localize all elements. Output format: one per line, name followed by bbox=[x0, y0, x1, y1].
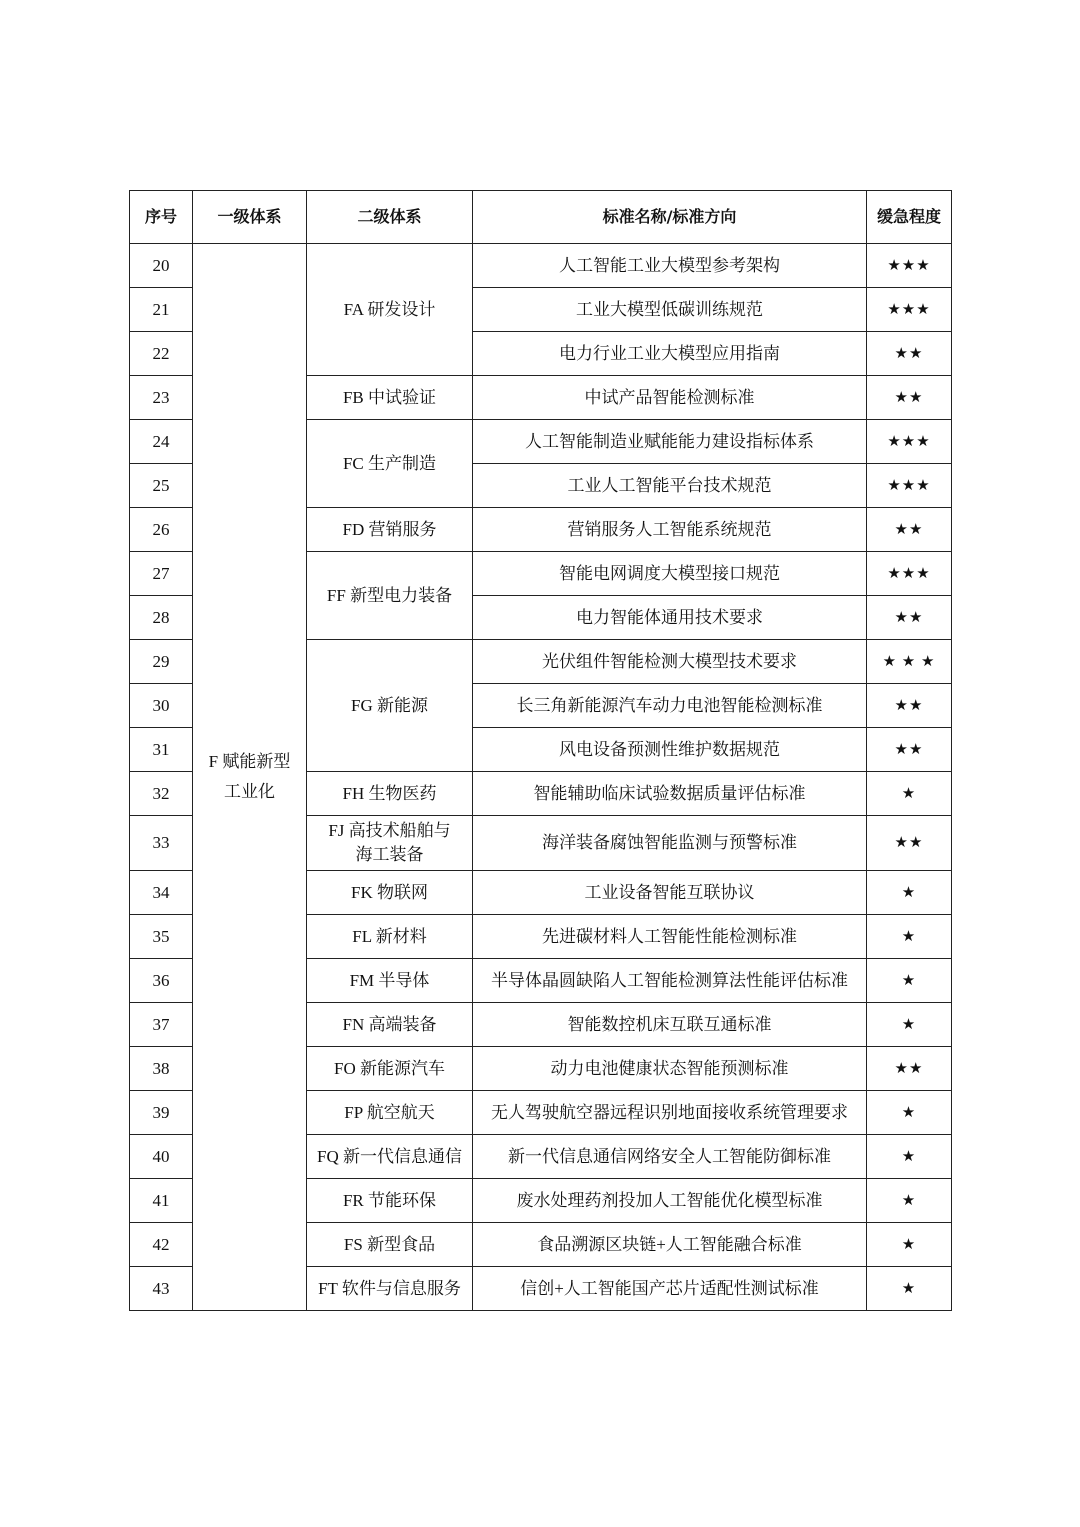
row-number: 34 bbox=[130, 871, 193, 915]
row-number: 36 bbox=[130, 959, 193, 1003]
row-number: 38 bbox=[130, 1047, 193, 1091]
level2-category: FM 半导体 bbox=[307, 959, 473, 1003]
row-number: 29 bbox=[130, 640, 193, 684]
row-number: 41 bbox=[130, 1179, 193, 1223]
level2-category: FJ 高技术船舶与海工装备 bbox=[307, 816, 473, 871]
row-number: 39 bbox=[130, 1091, 193, 1135]
urgency-stars: ★ bbox=[867, 915, 952, 959]
level2-category: FR 节能环保 bbox=[307, 1179, 473, 1223]
level2-category: FG 新能源 bbox=[307, 640, 473, 772]
row-number: 26 bbox=[130, 508, 193, 552]
urgency-stars: ★★ bbox=[867, 332, 952, 376]
table-header-row bbox=[130, 191, 952, 244]
level2-category: FL 新材料 bbox=[307, 915, 473, 959]
standard-name: 食品溯源区块链+人工智能融合标准 bbox=[473, 1223, 867, 1267]
urgency-stars: ★ bbox=[867, 1179, 952, 1223]
urgency-stars: ★★★ bbox=[867, 288, 952, 332]
row-number: 24 bbox=[130, 420, 193, 464]
urgency-stars: ★★ bbox=[867, 816, 952, 871]
row-number: 43 bbox=[130, 1267, 193, 1311]
level2-category: FQ 新一代信息通信 bbox=[307, 1135, 473, 1179]
standard-name: 智能辅助临床试验数据质量评估标准 bbox=[473, 772, 867, 816]
urgency-stars: ★★★ bbox=[867, 244, 952, 288]
level2-category: FN 高端装备 bbox=[307, 1003, 473, 1047]
standard-name: 电力行业工业大模型应用指南 bbox=[473, 332, 867, 376]
row-number: 27 bbox=[130, 552, 193, 596]
level2-category: FK 物联网 bbox=[307, 871, 473, 915]
standard-name: 人工智能制造业赋能能力建设指标体系 bbox=[473, 420, 867, 464]
standard-name: 工业人工智能平台技术规范 bbox=[473, 464, 867, 508]
level2-category: FC 生产制造 bbox=[307, 420, 473, 508]
standard-name: 长三角新能源汽车动力电池智能检测标准 bbox=[473, 684, 867, 728]
urgency-stars: ★ bbox=[867, 1003, 952, 1047]
row-number: 31 bbox=[130, 728, 193, 772]
level2-category: FA 研发设计 bbox=[307, 244, 473, 376]
row-number: 35 bbox=[130, 915, 193, 959]
urgency-stars: ★★ bbox=[867, 728, 952, 772]
row-number: 25 bbox=[130, 464, 193, 508]
row-number: 21 bbox=[130, 288, 193, 332]
urgency-stars: ★★★ bbox=[867, 464, 952, 508]
standard-name: 营销服务人工智能系统规范 bbox=[473, 508, 867, 552]
level2-category: FB 中试验证 bbox=[307, 376, 473, 420]
level1-label-line1: F 赋能新型 bbox=[208, 752, 291, 771]
table-row bbox=[130, 244, 952, 288]
row-number: 32 bbox=[130, 772, 193, 816]
level1-label-line2: 工业化 bbox=[224, 782, 275, 801]
row-number: 40 bbox=[130, 1135, 193, 1179]
standard-name: 智能电网调度大模型接口规范 bbox=[473, 552, 867, 596]
row-number: 28 bbox=[130, 596, 193, 640]
standard-name: 海洋装备腐蚀智能监测与预警标准 bbox=[473, 816, 867, 871]
standard-name: 人工智能工业大模型参考架构 bbox=[473, 244, 867, 288]
urgency-stars: ★ bbox=[867, 1091, 952, 1135]
row-number: 42 bbox=[130, 1223, 193, 1267]
row-number: 37 bbox=[130, 1003, 193, 1047]
standard-name: 信创+人工智能国产芯片适配性测试标准 bbox=[473, 1267, 867, 1311]
standard-name: 电力智能体通用技术要求 bbox=[473, 596, 867, 640]
standard-name: 风电设备预测性维护数据规范 bbox=[473, 728, 867, 772]
row-number: 22 bbox=[130, 332, 193, 376]
urgency-stars: ★ ★ ★ bbox=[867, 640, 952, 684]
standards-table bbox=[129, 190, 952, 1311]
standard-name: 中试产品智能检测标准 bbox=[473, 376, 867, 420]
urgency-stars: ★ bbox=[867, 1135, 952, 1179]
urgency-stars: ★★ bbox=[867, 1047, 952, 1091]
urgency-stars: ★ bbox=[867, 871, 952, 915]
urgency-stars: ★ bbox=[867, 1223, 952, 1267]
urgency-stars: ★★★ bbox=[867, 552, 952, 596]
urgency-stars: ★ bbox=[867, 1267, 952, 1311]
urgency-stars: ★ bbox=[867, 959, 952, 1003]
urgency-stars: ★ bbox=[867, 772, 952, 816]
urgency-stars: ★★★ bbox=[867, 420, 952, 464]
urgency-stars: ★★ bbox=[867, 596, 952, 640]
level2-category: FP 航空航天 bbox=[307, 1091, 473, 1135]
header-level1: 一级体系 bbox=[193, 191, 307, 244]
level2-category: FD 营销服务 bbox=[307, 508, 473, 552]
standard-name: 半导体晶圆缺陷人工智能检测算法性能评估标准 bbox=[473, 959, 867, 1003]
standard-name: 动力电池健康状态智能预测标准 bbox=[473, 1047, 867, 1091]
standard-name: 光伏组件智能检测大模型技术要求 bbox=[473, 640, 867, 684]
level2-category: FO 新能源汽车 bbox=[307, 1047, 473, 1091]
header-no: 序号 bbox=[130, 191, 193, 244]
urgency-stars: ★★ bbox=[867, 376, 952, 420]
header-urgency: 缓急程度 bbox=[867, 191, 952, 244]
header-standard-name: 标准名称/标准方向 bbox=[473, 191, 867, 244]
level2-category: FS 新型食品 bbox=[307, 1223, 473, 1267]
level2-category: FT 软件与信息服务 bbox=[307, 1267, 473, 1311]
level2-category: FF 新型电力装备 bbox=[307, 552, 473, 640]
header-level2: 二级体系 bbox=[307, 191, 473, 244]
standard-name: 新一代信息通信网络安全人工智能防御标准 bbox=[473, 1135, 867, 1179]
row-number: 33 bbox=[130, 816, 193, 871]
standard-name: 废水处理药剂投加人工智能优化模型标准 bbox=[473, 1179, 867, 1223]
standard-name: 工业设备智能互联协议 bbox=[473, 871, 867, 915]
standard-name: 无人驾驶航空器远程识别地面接收系统管理要求 bbox=[473, 1091, 867, 1135]
table-body bbox=[130, 244, 952, 1311]
standard-name: 工业大模型低碳训练规范 bbox=[473, 288, 867, 332]
row-number: 20 bbox=[130, 244, 193, 288]
urgency-stars: ★★ bbox=[867, 508, 952, 552]
urgency-stars: ★★ bbox=[867, 684, 952, 728]
row-number: 30 bbox=[130, 684, 193, 728]
standard-name: 智能数控机床互联互通标准 bbox=[473, 1003, 867, 1047]
level2-category: FH 生物医药 bbox=[307, 772, 473, 816]
level1-category bbox=[193, 244, 307, 1311]
standard-name: 先进碳材料人工智能性能检测标准 bbox=[473, 915, 867, 959]
row-number: 23 bbox=[130, 376, 193, 420]
